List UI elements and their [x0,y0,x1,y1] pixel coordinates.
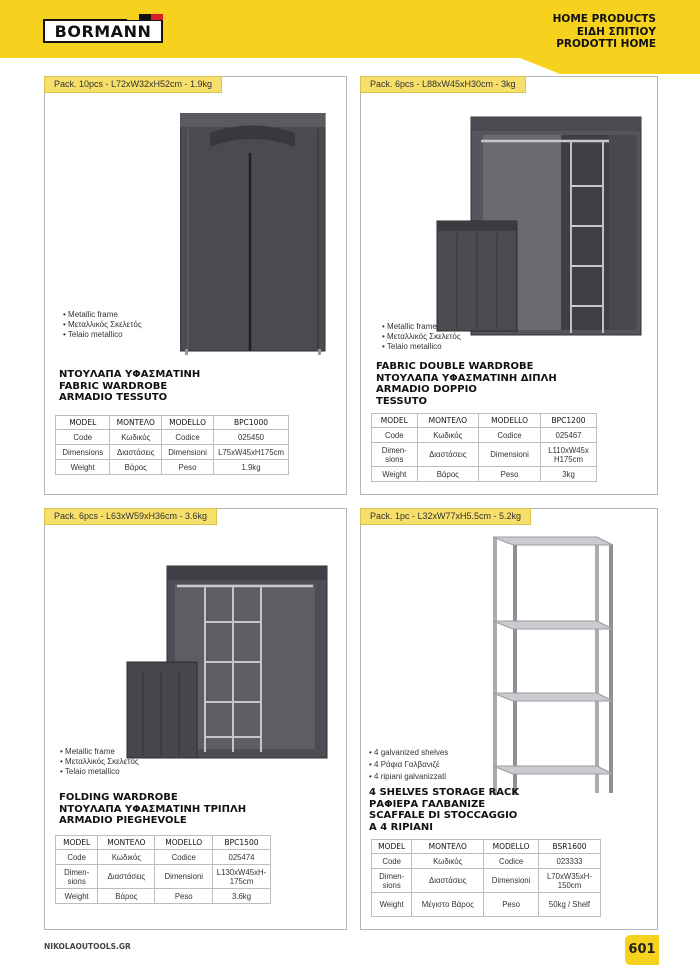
pack-info: Pack. 6pcs - L63xW59xH36cm - 3.6kg [44,508,217,525]
table-row: Weight Βάρος Peso 3kg [372,467,597,482]
feature-item: • Μεταλλικός Σκελετός [63,320,142,330]
table-row: Code Κωδικός Codice 025467 [372,428,597,443]
feature-item: • Telaio metallico [63,330,142,340]
feature-item: • Μεταλλικός Σκελετός [60,757,139,767]
product-card-bpc1500 [44,508,347,930]
category-labels [553,13,656,51]
dimensions-value: L75xW45xH175cm [214,445,289,460]
code-value: 025450 [214,430,289,445]
category-en: HOME PRODUCTS [552,13,656,25]
pack-info: Pack. 1pc - L32xW77xH5.5cm - 5.2kg [360,508,531,525]
logo-flag-icon [127,14,163,20]
spec-table [371,839,601,917]
feature-item: • Μεταλλικός Σκελετός [382,332,461,342]
spec-table [55,835,271,904]
feature-item: • Metallic frame [60,747,139,757]
weight-value: 50kg / Shelf [539,893,601,917]
feature-item: • 4 Ράφια Γαλβανιζέ [369,759,448,771]
spec-table [55,415,289,475]
table-row: MODEL ΜΟΝΤΕΛΟ MODELLO BPC1000 [56,416,289,430]
page-number: 601 [625,935,659,965]
feature-item: • Telaio metallico [60,767,139,777]
pack-info: Pack. 6pcs - L88xW45xH30cm - 3kg [360,76,526,93]
brand-logo [43,19,163,43]
table-row: Weight Μέγιστο Βάρος Peso 50kg / Shelf [372,893,601,917]
model-number: BPC1000 [214,416,289,430]
dimensions-value: L110xW45x H175cm [541,443,597,467]
table-row: Weight Βάρος Peso 3.6kg [56,889,271,904]
page-header [0,0,700,74]
code-value: 025467 [541,428,597,443]
storage-rack-icon [485,531,625,801]
footer-website: NIKOLAOUTOOLS.GR [44,942,131,951]
product-title: FABRIC DOUBLE WARDROBE ΝΤΟΥΛΑΠΑ ΥΦΑΣΜΑΤΙΝΗ ΔΙΠΛΗ ARMADIO DOPPIO TESSUTO [376,361,557,407]
weight-value: 1.9kg [214,460,289,475]
table-row: MODEL ΜΟΝΤΕΛΟ MODELLO BPC1200 [372,414,597,428]
table-row: Dimen- sions Διαστάσεις Dimensioni L110xW45x H175cm [372,443,597,467]
product-title: FOLDING WARDROBE ΝΤΟΥΛΑΠΑ ΥΦΑΣΜΑΤΙΝΗ ΤΡΙΠΛΗ ARMADIO PIEGHEVOLE [59,792,247,826]
table-row: Code Κωδικός Codice 025474 [56,850,271,865]
feature-list [382,322,461,352]
model-number: BSR1600 [539,840,601,854]
table-row: Weight Βάρος Peso 1.9kg [56,460,289,475]
feature-item: • 4 ripiani galvanizzati [369,771,448,783]
table-row: Code Κωδικός Codice 023333 [372,854,601,869]
feature-item: • Telaio metallico [382,342,461,352]
weight-value: 3kg [541,467,597,482]
product-card-bsr1600 [360,508,658,930]
product-card-bpc1200 [360,76,658,495]
table-row: Code Κωδικός Codice 025450 [56,430,289,445]
pack-info: Pack. 10pcs - L72xW32xH52cm - 1.9kg [44,76,222,93]
product-title: 4 SHELVES STORAGE RACK ΡΑΦΙΕΡΑ ΓΑΛΒΑΝΙΖΕ SCAFFALE DI STOCCAGGIO A 4 RIPIANI [369,787,520,833]
feature-list [63,310,142,340]
table-row: Dimensions Διαστάσεις Dimensioni L75xW45xH175cm [56,445,289,460]
weight-value: 3.6kg [213,889,271,904]
folding-wardrobe-icon [123,562,333,772]
category-it: PRODOTTI HOME [556,38,656,50]
product-title: ΝΤΟΥΛΑΠΑ ΥΦΑΣΜΑΤΙΝΗ FABRIC WARDROBE ARMADIO TESSUTO [59,369,201,403]
table-row: Dimen- sions Διαστάσεις Dimensioni L70xW35xH-150cm [372,869,601,893]
fabric-wardrobe-icon [180,113,330,358]
feature-item: • Metallic frame [63,310,142,320]
category-gr: ΕΙΔΗ ΣΠΙΤΙΟΥ [576,25,656,38]
dimensions-value: L130xW45xH-175cm [213,865,271,889]
code-value: 025474 [213,850,271,865]
brand-name: BORMANN [54,21,152,41]
model-number: BPC1200 [541,414,597,428]
table-row: Dimen- sions Διαστάσεις Dimensioni L130xW45xH-175cm [56,865,271,889]
dimensions-value: L70xW35xH-150cm [539,869,601,893]
feature-item: • Metallic frame [382,322,461,332]
code-value: 023333 [539,854,601,869]
feature-list [369,747,448,783]
spec-table [371,413,597,482]
feature-list [60,747,139,777]
table-row: MODEL ΜΟΝΤΕΛΟ MODELLO BSR1600 [372,840,601,854]
table-row: MODEL ΜΟΝΤΕΛΟ MODELLO BPC1500 [56,836,271,850]
model-number: BPC1500 [213,836,271,850]
double-wardrobe-icon [431,111,651,341]
product-card-bpc1000 [44,76,347,495]
feature-item: • 4 galvanized shelves [369,747,448,759]
